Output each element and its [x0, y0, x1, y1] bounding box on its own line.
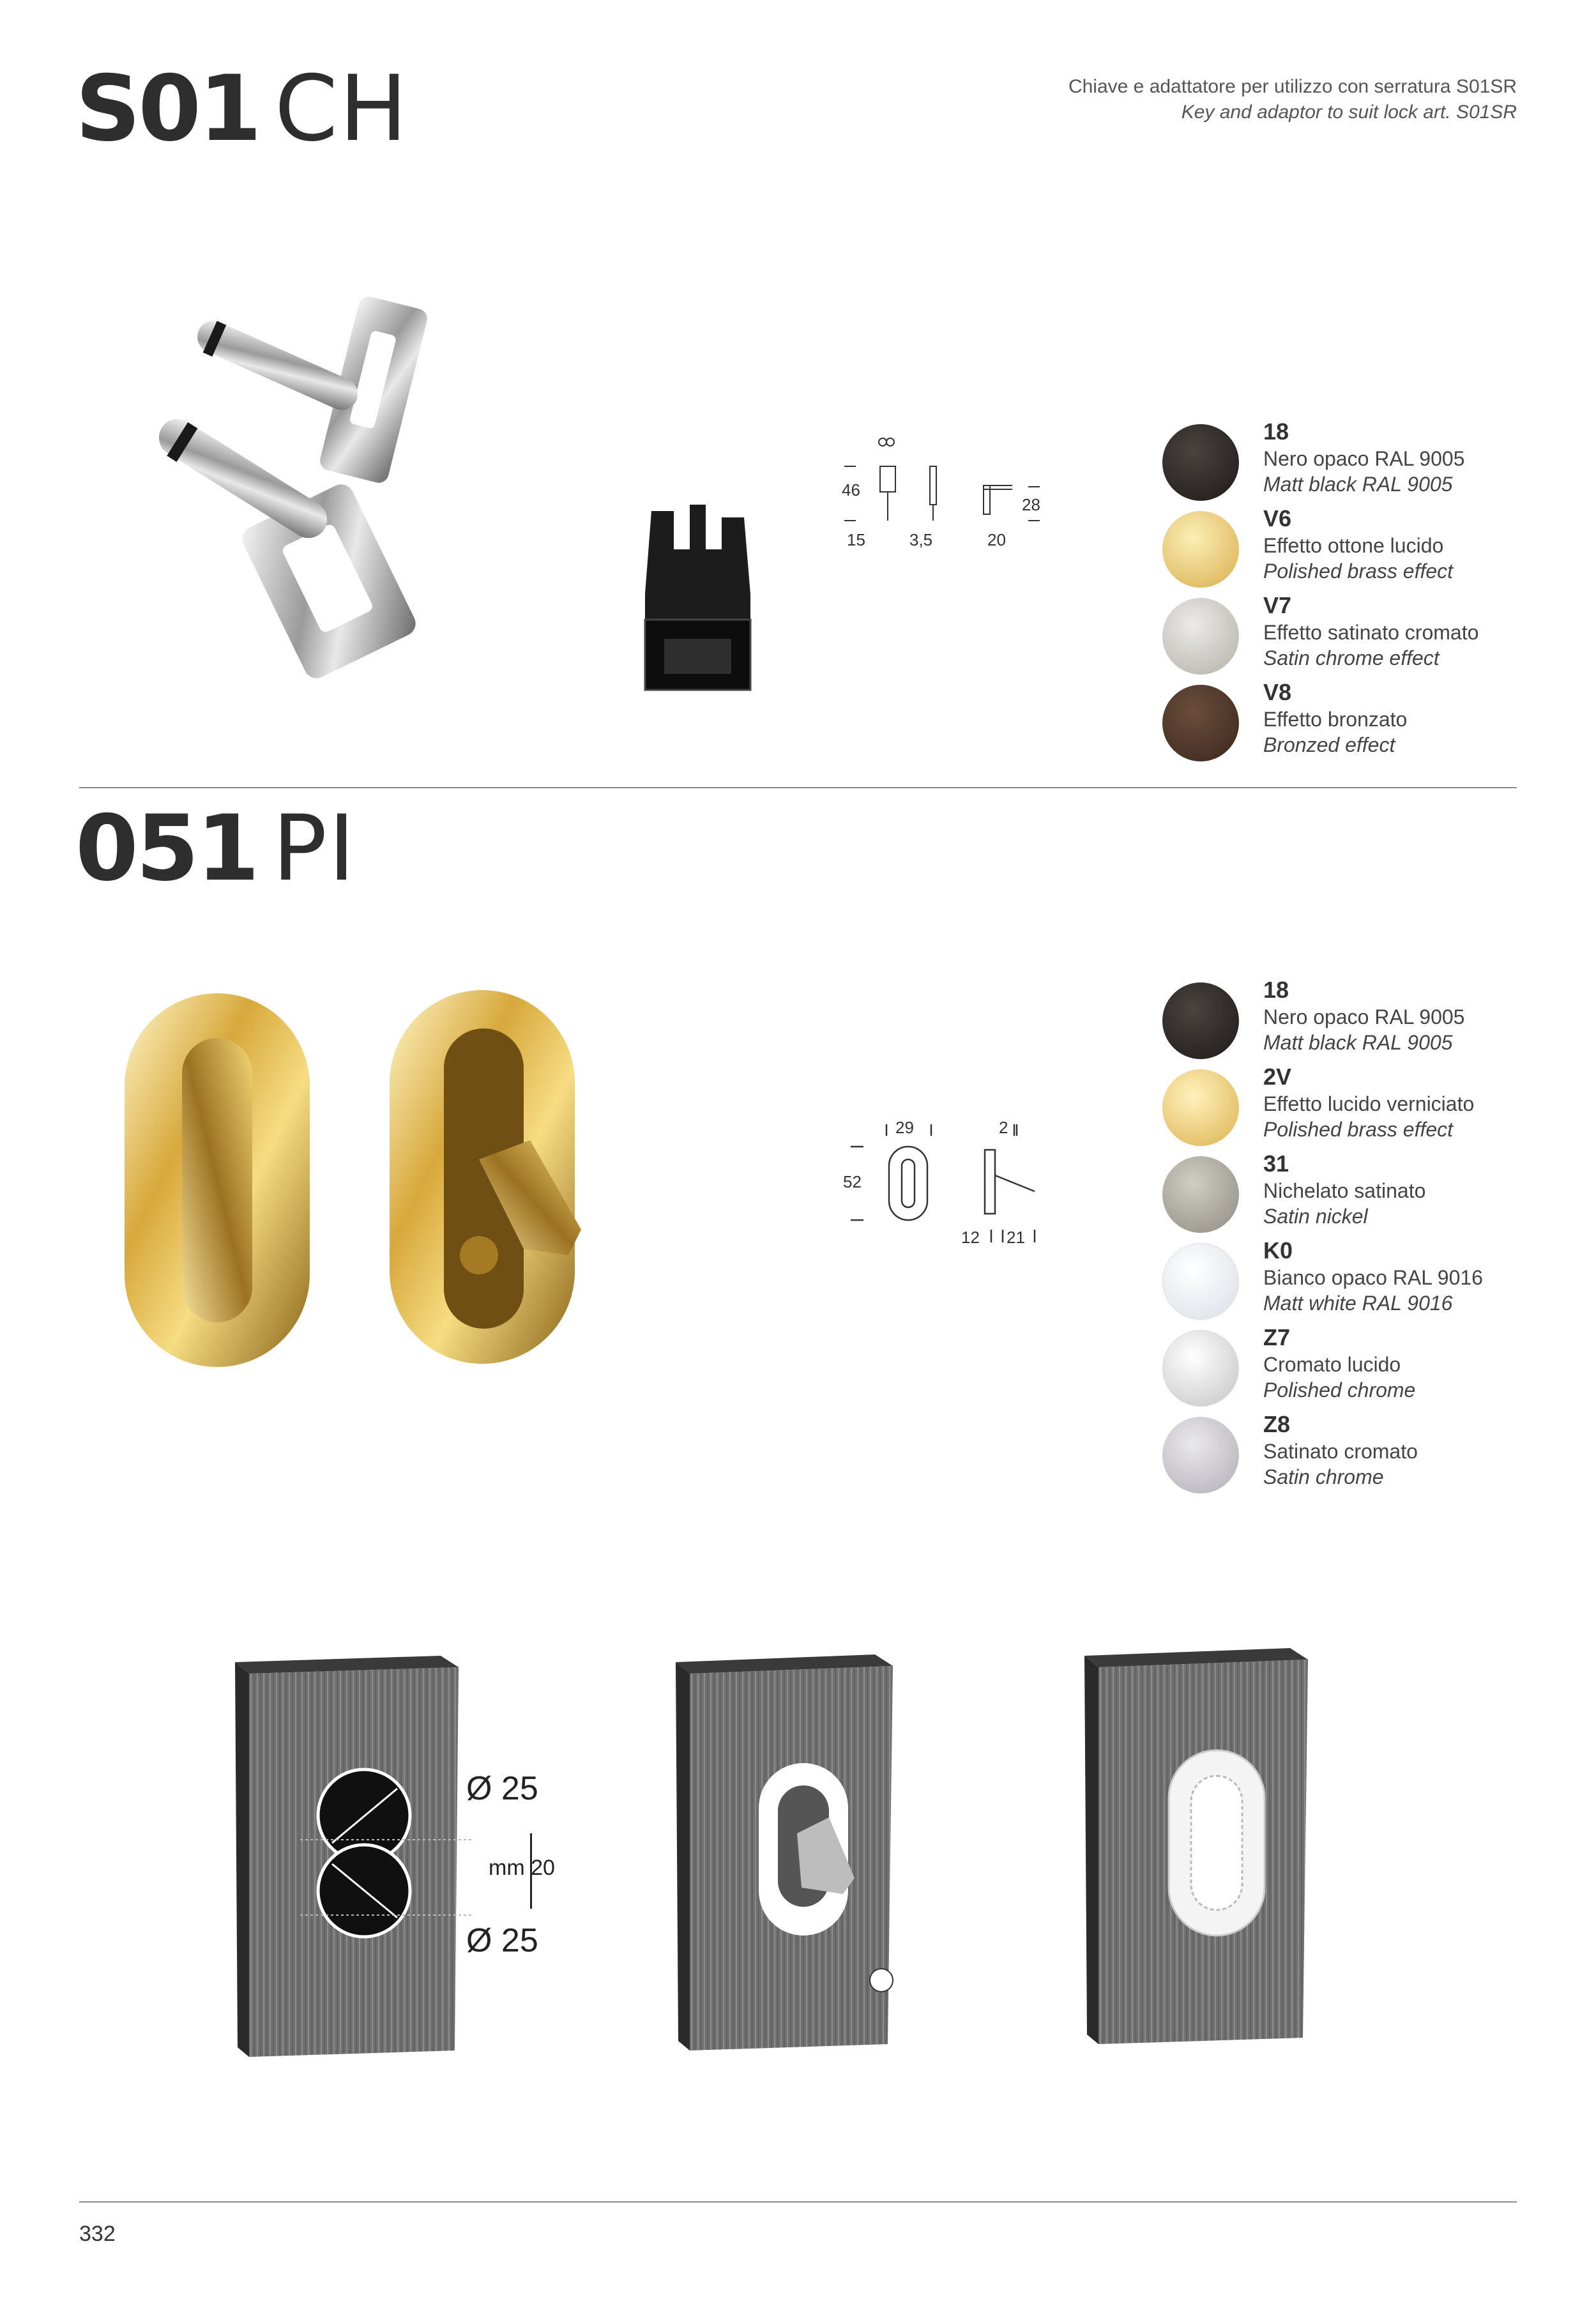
finish-code: V6 [1263, 505, 1292, 531]
finish-name-en: Matt white RAL 9016 [1263, 1292, 1453, 1315]
finish-name-en: Matt black RAL 9005 [1263, 473, 1453, 496]
finish-code: 31 [1263, 1150, 1289, 1177]
dim-width-b: 3,5 [909, 530, 933, 549]
section2-finish-k0 [1162, 1238, 1571, 1325]
finish-name-it: Effetto satinato cromato [1263, 621, 1479, 644]
section2-finish-31 [1162, 1151, 1571, 1238]
finish-name-en: Satin nickel [1263, 1205, 1368, 1228]
dim-height: 52 [843, 1172, 862, 1191]
dim-thickness: 2 [999, 1118, 1008, 1137]
dim-depth-b: 21 [1007, 1228, 1025, 1247]
finish-swatch [1162, 1417, 1239, 1493]
cutout-spacing: mm 20 [489, 1856, 555, 1880]
section1-finish-v8 [1162, 680, 1571, 767]
section2-code: 051 [75, 796, 257, 901]
dim-depth-a: 12 [961, 1228, 980, 1247]
section1-finish-18 [1162, 419, 1571, 506]
finish-swatch [1162, 511, 1239, 588]
section-divider [79, 787, 1517, 788]
finish-code: 18 [1263, 418, 1289, 445]
finish-swatch [1162, 1156, 1239, 1233]
section1-description [1068, 74, 1517, 125]
cutout-diameter-top: Ø 25 [466, 1770, 538, 1807]
finish-name-en: Satin chrome [1263, 1465, 1384, 1488]
finish-name-en: Matt black RAL 9005 [1263, 1031, 1453, 1054]
section1-technical-drawing [837, 434, 1054, 562]
finish-code: K0 [1263, 1237, 1293, 1264]
section1-finish-v6 [1162, 506, 1571, 593]
finish-swatch [1162, 982, 1239, 1059]
section2-title [75, 796, 356, 901]
section2-finish-z7 [1162, 1325, 1571, 1412]
finish-name-en: Satin chrome effect [1263, 646, 1440, 669]
dim-width: 29 [895, 1118, 914, 1137]
dim-depth-a: 28 [1022, 495, 1040, 514]
flush-pull-product-image [121, 987, 594, 1370]
section2-name: PI [272, 796, 356, 901]
finish-name-en: Polished chrome [1263, 1379, 1416, 1402]
finish-swatch [1162, 424, 1239, 501]
finish-name-en: Polished brass effect [1263, 1118, 1454, 1141]
section2-technical-drawing [843, 1111, 1060, 1252]
section1-name: CH [274, 56, 409, 162]
page-number: 332 [79, 2222, 116, 2246]
finish-code: Z7 [1263, 1324, 1291, 1350]
finish-code: V8 [1263, 679, 1292, 705]
finish-name-it: Nero opaco RAL 9005 [1263, 447, 1465, 470]
door-installed-lever-illustration [671, 1648, 907, 2057]
finish-name-en: Bronzed effect [1263, 733, 1395, 756]
finish-name-it: Effetto lucido verniciato [1263, 1092, 1475, 1115]
finish-code: 18 [1263, 977, 1289, 1003]
finish-name-it: Satinato cromato [1263, 1440, 1418, 1463]
finish-name-it: Nero opaco RAL 9005 [1263, 1005, 1465, 1028]
door-cutout-illustration [230, 1648, 473, 2063]
finish-name-it: Effetto bronzato [1263, 708, 1408, 731]
key-product-image [147, 287, 492, 684]
footer-divider [79, 2201, 1517, 2203]
finish-swatch [1162, 1069, 1239, 1146]
finish-name-it: Nichelato satinato [1263, 1179, 1426, 1202]
adaptor-product-image [639, 498, 760, 696]
section1-desc-en: Key and adaptor to suit lock art. S01SR [1181, 102, 1517, 123]
finish-code: 2V [1263, 1064, 1292, 1090]
dim-depth-b: 20 [987, 530, 1006, 549]
section2-finish-2v [1162, 1064, 1571, 1151]
dim-width-a: 15 [847, 530, 865, 549]
section1-desc-it: Chiave e adattatore per utilizzo con serratura S01SR [1068, 76, 1517, 97]
finish-name-it: Cromato lucido [1263, 1353, 1401, 1376]
section1-finish-v7 [1162, 593, 1571, 680]
door-installed-pull-illustration [1079, 1642, 1322, 2051]
section2-finish-18 [1162, 977, 1571, 1064]
finish-swatch [1162, 598, 1239, 675]
finish-name-it: Bianco opaco RAL 9016 [1263, 1266, 1483, 1289]
cutout-diameter-bottom: Ø 25 [466, 1922, 538, 1959]
finish-code: V7 [1263, 592, 1292, 618]
section2-finish-z8 [1162, 1412, 1571, 1499]
finish-swatch [1162, 1330, 1239, 1407]
finish-name-it: Effetto ottone lucido [1263, 534, 1444, 557]
finish-swatch [1162, 685, 1239, 761]
section1-code: S01 [75, 56, 259, 162]
section1-title [75, 56, 409, 162]
finish-code: Z8 [1263, 1411, 1291, 1437]
dim-height: 46 [842, 480, 860, 500]
finish-swatch [1162, 1243, 1239, 1320]
finish-name-en: Polished brass effect [1263, 560, 1454, 583]
